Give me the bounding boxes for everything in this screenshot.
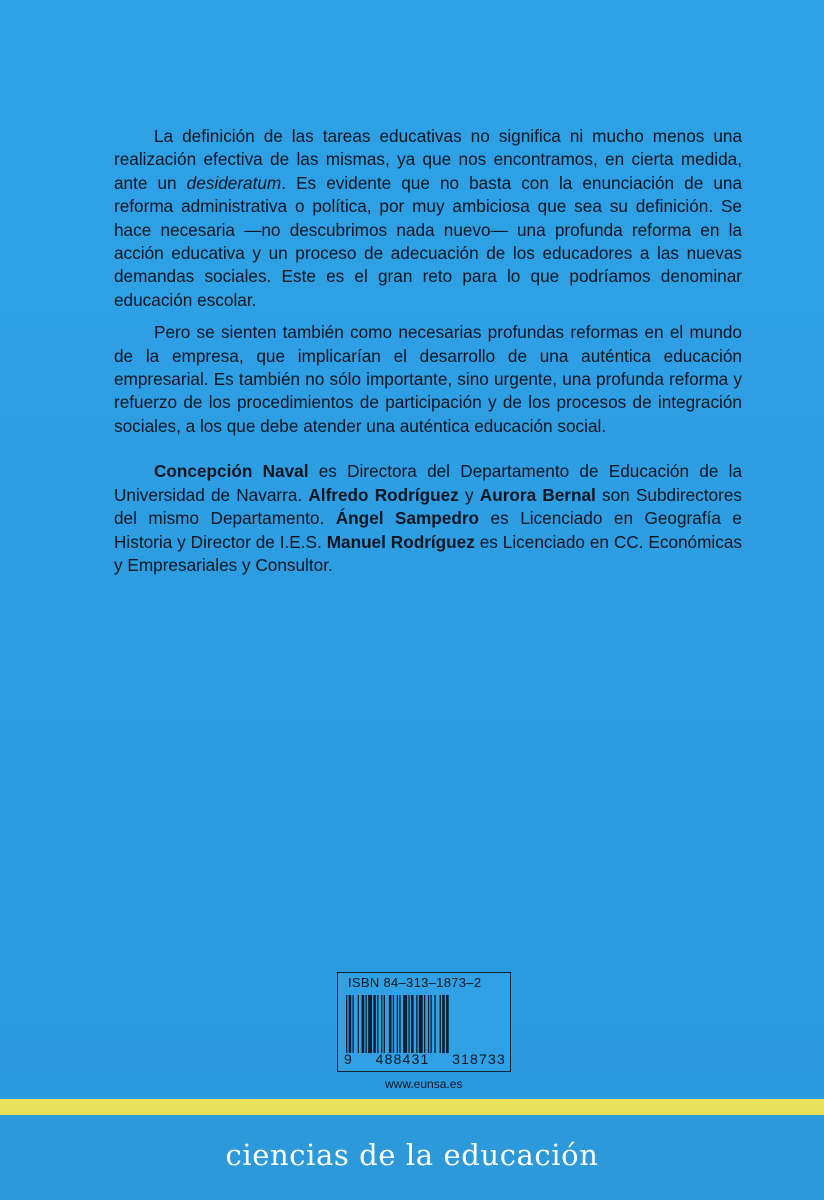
barcode-bar [389, 995, 392, 1053]
barcode-bar [393, 995, 394, 1053]
author-name-4: Ángel Sampedro [335, 508, 480, 529]
barcode-bar [362, 995, 365, 1053]
barcode-bar [446, 995, 449, 1053]
barcode-bars [344, 995, 506, 1053]
author-text-3: son Subdirectores del mismo Departamento. [114, 484, 742, 529]
author-name-5: Manuel Rodríguez [326, 531, 475, 552]
barcode-bar [399, 995, 400, 1053]
series-title: ciencias de la educación [225, 1138, 599, 1172]
barcode-bar [428, 995, 429, 1053]
barcode-bar [431, 995, 432, 1053]
author-text-5: es Licenciado en CC. Económicas y Empresariales y Consultor. [114, 531, 743, 575]
author-name-2: Alfredo Rodríguez [308, 484, 459, 505]
barcode-bar [442, 995, 445, 1053]
barcode-bar [440, 995, 441, 1053]
barcode-bar [416, 995, 417, 1053]
ean-group-2: 318733 [452, 1051, 506, 1067]
ean-digits [344, 1051, 506, 1067]
barcode-bar [424, 995, 425, 1053]
author-text-1: es Directora del Departamento de Educación de la Universidad de Navarra. [114, 461, 742, 505]
barcode-bar [346, 995, 347, 1053]
author-text-4: es Licenciado en Geografía e Historia y Director de I.E.S. [114, 508, 742, 552]
blurb-text [114, 125, 742, 586]
yellow-stripe [0, 1099, 824, 1115]
barcode-bar [434, 995, 435, 1053]
blurb-p1-part-a: La definición de las tareas educativas no significa ni mucho menos una realización efectiva de las mismas, ya que nos encontramos, en cierta medida, ante un [114, 126, 742, 193]
blurb-p1-part-b: . Es evidente que no basta con la enunciación de una reforma administrativa o política, por muy ambiciosa que sea su definición. Se hace necesaria —no descubrimos nada nuevo— una profunda reforma en la acción educativa y un proceso de adecuación de los educadores a las nuevas demandas sociales. Este es el gran reto para lo que podríamos denominar educación escolar. [114, 172, 743, 310]
blurb-p1-italic: desideratum [186, 172, 282, 193]
barcode-bar [377, 995, 378, 1053]
barcode-bar [368, 995, 372, 1053]
author-name-1: Concepción Naval [154, 461, 309, 482]
barcode-bar [397, 995, 398, 1053]
barcode-bar [384, 995, 385, 1053]
isbn-label: ISBN 84–313–1873–2 [348, 975, 482, 990]
barcode-bar [373, 995, 376, 1053]
authors-paragraph [114, 460, 742, 577]
barcode-bar [349, 995, 352, 1053]
author-text-2: y [458, 484, 480, 505]
barcode-bar [411, 995, 414, 1053]
barcode-bar [353, 995, 354, 1053]
barcode-bar [366, 995, 367, 1053]
ean-first-digit: 9 [344, 1051, 353, 1067]
ean-group-1: 488431 [375, 1051, 430, 1067]
barcode-bar [358, 995, 359, 1053]
barcode-bar [403, 995, 407, 1053]
blurb-paragraph-2: Pero se sienten también como necesarias profundas reformas en el mundo de la empresa, que implicarían el desarrollo de una auténtica educación empresarial. Es también no sólo importante, sino urgente, una profunda reforma y refuerzo de los procedimientos de participación y de los procesos de integración sociales, a los que debe atender una auténtica educación social. [114, 322, 742, 436]
blurb-paragraph-1 [114, 125, 742, 312]
barcode-bar [419, 995, 423, 1053]
barcode-bar [381, 995, 382, 1053]
publisher-website: www.eunsa.es [385, 1077, 463, 1091]
barcode-graphic [344, 995, 506, 1053]
author-name-3: Aurora Bernal [479, 484, 596, 505]
isbn-barcode [337, 972, 511, 1072]
barcode-bar [408, 995, 409, 1053]
